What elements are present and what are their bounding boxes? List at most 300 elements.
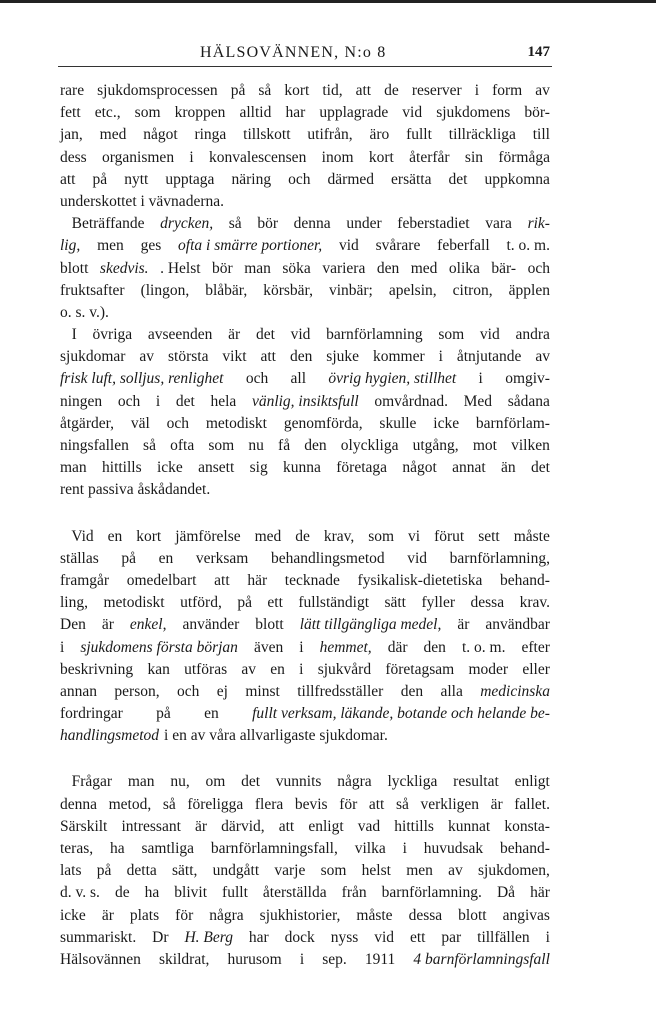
word: vi [408, 527, 421, 545]
word: sätt, [172, 862, 198, 880]
word: sådana [507, 392, 550, 410]
word: ställas [60, 549, 99, 567]
word: vid [402, 104, 423, 122]
word: lats [60, 862, 82, 880]
text-line [60, 102, 550, 124]
word: minst [245, 682, 280, 700]
word: H. Berg [184, 928, 233, 946]
word: rare [60, 82, 85, 99]
word: förut [434, 527, 465, 545]
word: framgår [60, 571, 110, 589]
word: företagsam [385, 660, 455, 678]
word: näring [231, 170, 272, 188]
word: o. s. v.). [60, 303, 109, 321]
word: än [501, 459, 516, 477]
word: utgång, [412, 437, 459, 454]
text-line [60, 324, 550, 346]
word: fordringar [60, 705, 123, 723]
word: Med [463, 392, 493, 410]
word: tillfredsställer [297, 682, 384, 700]
word: ansett [198, 459, 235, 477]
word: skildrat, [159, 950, 210, 968]
word: behand- [500, 571, 550, 589]
word: citron, [452, 281, 493, 299]
text-line [60, 368, 550, 390]
word: Beträffande [60, 215, 145, 233]
word: körsbär, [263, 281, 313, 299]
word: användbar [485, 616, 550, 634]
word: sep. [322, 950, 347, 968]
word: få [278, 437, 291, 454]
word: angivas [502, 906, 550, 924]
word: blåbär, [205, 281, 248, 299]
word: under [346, 215, 382, 233]
text-line [60, 413, 550, 435]
word: ersätta [391, 170, 432, 188]
paragraph-gap [60, 502, 550, 526]
word: att [214, 571, 230, 589]
word: även [253, 638, 284, 656]
word: metodiskt [103, 594, 165, 612]
word: eller [522, 660, 550, 678]
word: helst [361, 862, 391, 880]
word: enligt [308, 817, 344, 835]
word: har [248, 928, 269, 946]
word: en [204, 705, 219, 723]
word: att [278, 817, 295, 835]
word: tecknade [284, 571, 340, 589]
word: sett [478, 527, 500, 545]
word: organismen [102, 148, 175, 166]
text-line [60, 637, 550, 659]
word: utförd, [180, 594, 222, 612]
word: person, [114, 682, 160, 700]
word: av [535, 82, 550, 99]
word: på [92, 170, 108, 188]
word: drycken, [160, 215, 214, 233]
word: verksam [195, 549, 249, 567]
word: den [400, 682, 424, 700]
word: ej [216, 682, 228, 700]
word: vad [357, 817, 381, 835]
text-line [60, 592, 550, 614]
word: kommer [372, 348, 425, 366]
word: jan, [60, 126, 83, 144]
word: och [288, 170, 311, 188]
word: dessa [408, 906, 443, 924]
word: ling, [60, 594, 88, 612]
word: som [368, 527, 395, 545]
word: rent passiva åskådandet. [60, 481, 211, 499]
word: metod, [108, 795, 152, 813]
word: fullt verksam, läkande, botande och helande be- [252, 705, 550, 723]
word: den [376, 259, 400, 277]
text-line [60, 147, 550, 169]
word: sjukhistorier, [259, 906, 341, 924]
word: nu [248, 437, 264, 454]
word: beskrivning [60, 660, 134, 678]
text-line [60, 258, 550, 280]
word: att [355, 82, 372, 99]
word: i [402, 840, 407, 857]
word: sjukdomsprocessen [97, 82, 218, 99]
word: blott [458, 906, 487, 924]
word: en [158, 549, 174, 567]
word: med [254, 527, 282, 545]
word: ningsfallen [60, 437, 129, 454]
word: kort [136, 527, 162, 545]
word: vid [407, 549, 428, 567]
word: sjukvård [317, 660, 372, 678]
word: ha [110, 840, 125, 857]
word: där [387, 638, 408, 656]
text-line [60, 213, 550, 235]
word: vid [338, 237, 359, 255]
word: hela [210, 392, 237, 410]
word: uppkomna [484, 170, 550, 188]
paragraph-gap [60, 747, 550, 771]
page-header [60, 44, 550, 66]
paragraph-group-2 [60, 526, 550, 748]
word: varje [274, 862, 306, 880]
word: de [114, 884, 130, 902]
paragraph-group-1 [60, 80, 550, 502]
word: att [60, 170, 76, 188]
word: tid, [322, 82, 343, 99]
word: icke [60, 906, 86, 924]
word: i [60, 638, 65, 656]
word: utföras [184, 660, 228, 678]
word: har [285, 104, 306, 122]
word: lig, [60, 237, 81, 255]
word: så [162, 795, 176, 813]
word: kunnat [448, 817, 491, 835]
word: från [341, 884, 367, 902]
text-line [60, 191, 550, 213]
word: ofta i smärre portioner, [178, 237, 323, 255]
word: några [337, 773, 372, 791]
word: annat [452, 459, 486, 477]
word: äpplen [508, 281, 550, 299]
word: tillräckliga [448, 126, 516, 144]
word: den [423, 638, 446, 656]
word: bevis [294, 795, 328, 813]
text-line [60, 169, 550, 191]
word: detta [126, 862, 157, 880]
word: på [156, 705, 171, 723]
word: som [208, 437, 235, 454]
word: och [245, 370, 269, 388]
word: konsta- [504, 817, 550, 835]
word: sjukdomens [436, 104, 511, 122]
word: plats [129, 906, 160, 924]
word: skulle [379, 414, 417, 432]
word: är [195, 817, 208, 835]
word: Frågar [60, 773, 113, 791]
paragraph-group-3 [60, 771, 550, 971]
word: fullständigt [298, 594, 369, 612]
word: flera [254, 795, 284, 813]
page-number: 147 [527, 44, 550, 60]
word: som [134, 104, 161, 122]
word: på [121, 549, 136, 567]
word: (lingon, [140, 281, 190, 299]
word: enligt [514, 773, 550, 791]
word: blott [255, 616, 284, 634]
word: en [107, 527, 123, 545]
word: ges [140, 237, 162, 255]
word: etc., [94, 104, 121, 122]
word: i [189, 148, 194, 166]
word: så [228, 215, 242, 233]
word: nu, [170, 773, 190, 791]
word: medicinska [480, 682, 550, 700]
word: bör [212, 259, 233, 277]
word: de [384, 82, 399, 99]
word: upptaga [165, 170, 215, 188]
word: i [299, 638, 304, 656]
word: icke [156, 459, 183, 477]
word: svårare [375, 237, 421, 255]
text-line [60, 771, 550, 793]
text-line [60, 124, 550, 146]
text-line [60, 614, 550, 636]
word: dess [60, 148, 87, 166]
word: t. o. m. [506, 237, 550, 255]
text-line [60, 927, 550, 949]
word: därvid, [221, 817, 265, 835]
word: ha [144, 884, 160, 902]
word: teras, [60, 840, 94, 857]
word: variera [322, 259, 366, 277]
word: ofta [170, 437, 195, 454]
word: det [255, 326, 275, 344]
word: åtgärder, [60, 414, 115, 432]
word: barnförlamningsfall, [210, 840, 338, 857]
word: sjukdomar [60, 348, 126, 366]
word: jämförelse [175, 527, 241, 545]
text-line [60, 80, 550, 102]
text-line [60, 860, 550, 882]
word: så [395, 795, 409, 813]
word: denna [60, 795, 98, 813]
word: metodiskt [205, 414, 267, 432]
word: det [241, 773, 261, 791]
word: i [299, 950, 305, 968]
word: den [304, 437, 327, 454]
word: vid [290, 326, 311, 344]
word: t. o. m. [461, 638, 506, 656]
word: hurusom [227, 950, 282, 968]
word: efter [521, 638, 550, 656]
word: här [530, 884, 550, 902]
word: kroppen [174, 104, 226, 122]
word: tillfällen [477, 928, 530, 946]
word: . Helst [160, 259, 201, 277]
word: fullt [406, 126, 432, 144]
word: föreligga [187, 795, 244, 813]
word: handlingsmetod [60, 727, 160, 745]
word: olika [448, 259, 480, 277]
word: vunnits [275, 773, 322, 791]
word: avseenden [147, 326, 213, 344]
word: fullt [222, 884, 248, 902]
text-line [60, 703, 550, 725]
word: rik- [527, 215, 550, 233]
word: det [531, 459, 550, 477]
word: omvårdnad. [374, 392, 448, 410]
word: Vid [60, 527, 94, 545]
word: är [101, 616, 114, 634]
word: resultat [453, 773, 499, 791]
word: all [290, 370, 307, 388]
text-line [60, 794, 550, 816]
word: det [448, 170, 468, 188]
word: dessa [470, 594, 505, 612]
word: Särskilt [60, 817, 108, 835]
word: sin [464, 148, 484, 166]
word: andra [515, 326, 550, 344]
top-border [0, 0, 656, 3]
word: av [139, 348, 155, 366]
word: äro [369, 126, 390, 144]
word: fett [60, 104, 81, 122]
word: Hälsovännen [60, 950, 141, 968]
text-line [60, 435, 550, 457]
word: man [60, 459, 87, 477]
text-line [60, 526, 550, 548]
word: därmed [327, 170, 375, 188]
word: blott [60, 259, 89, 277]
word: vid [374, 928, 395, 946]
word: man [244, 259, 271, 277]
word: vilken [511, 437, 550, 454]
word: kort [368, 148, 394, 166]
text-line [60, 235, 550, 257]
word: förmåga [498, 148, 550, 166]
word: 4 barnförlamningsfall [413, 950, 550, 968]
word: på [237, 594, 252, 612]
text-line [60, 302, 550, 324]
word: här [247, 571, 268, 589]
word: ett [409, 928, 426, 946]
word: av [535, 348, 550, 366]
word: kunna [283, 459, 321, 477]
word: summariskt. [60, 928, 137, 946]
word: och [166, 414, 190, 432]
word: att [260, 348, 276, 366]
word: annan [60, 682, 98, 700]
word: hittills [394, 817, 434, 835]
word: hittills [102, 459, 142, 477]
word: sjukdomens första början [80, 638, 238, 656]
word: barnförlamning [326, 326, 423, 344]
word: är [101, 906, 114, 924]
word: lyckliga [387, 773, 438, 791]
word: att [368, 795, 385, 813]
word: återfår [409, 148, 450, 166]
word: bör- [524, 104, 550, 122]
word: vid [479, 326, 500, 344]
word: något [143, 126, 178, 144]
word: tillskott [243, 126, 291, 144]
word: som [438, 326, 465, 344]
word: en [270, 660, 285, 678]
word: denna [293, 215, 331, 233]
word: underskottet i vävnaderna. [60, 192, 224, 210]
word: som [320, 862, 347, 880]
word: olyckliga [340, 437, 399, 454]
word: moder [468, 660, 509, 678]
word: i en av våra allvarligaste sjukdomar. [164, 727, 388, 745]
word: är [490, 795, 503, 813]
word: upplagrade [319, 104, 389, 122]
word: krav, [323, 527, 355, 545]
word: apelsin, [388, 281, 437, 299]
word: men [406, 862, 433, 880]
word: vikt [222, 348, 247, 366]
word: och [117, 392, 141, 410]
word: fruktsafter [60, 281, 125, 299]
word: i [478, 370, 483, 388]
text-line [60, 949, 550, 971]
word: sjukdomen, [477, 862, 550, 880]
word: men [97, 237, 124, 255]
text-line [60, 882, 550, 904]
word: i [299, 660, 304, 678]
word: det [175, 392, 195, 410]
word: d. v. s. [60, 884, 100, 902]
word: företaga [336, 459, 388, 477]
word: till [532, 126, 550, 144]
text-line [60, 391, 550, 413]
word: med [410, 259, 438, 277]
word: vara [485, 215, 512, 233]
word: man [127, 773, 155, 791]
text-line [60, 816, 550, 838]
word: kort [284, 82, 310, 99]
word: fysikalisk-dietetiska [357, 571, 483, 589]
word: söka [282, 259, 311, 277]
word: på [96, 862, 112, 880]
word: bör [257, 215, 278, 233]
body-text [60, 80, 550, 971]
word: reserver [411, 82, 462, 99]
text-line [60, 548, 550, 570]
word: övriga [92, 326, 133, 344]
word: Den [60, 616, 86, 634]
word: nytt [124, 170, 149, 188]
word: feberstadiet [397, 215, 470, 233]
word: måste [513, 527, 550, 545]
word: återställda [262, 884, 327, 902]
word: sätt [384, 594, 406, 612]
word: behand- [500, 840, 550, 857]
word: Då [496, 884, 516, 902]
word: fyller [421, 594, 456, 612]
word: alltid [239, 104, 272, 122]
word: med [99, 126, 127, 144]
word: behandlingsmetod [270, 549, 385, 567]
word: form [492, 82, 523, 99]
word: de [295, 527, 310, 545]
word: om [205, 773, 226, 791]
word: hemmet, [319, 638, 372, 656]
word: några [209, 906, 244, 924]
word: omgiv- [505, 370, 550, 388]
text-line [60, 905, 550, 927]
text-line [60, 457, 550, 479]
